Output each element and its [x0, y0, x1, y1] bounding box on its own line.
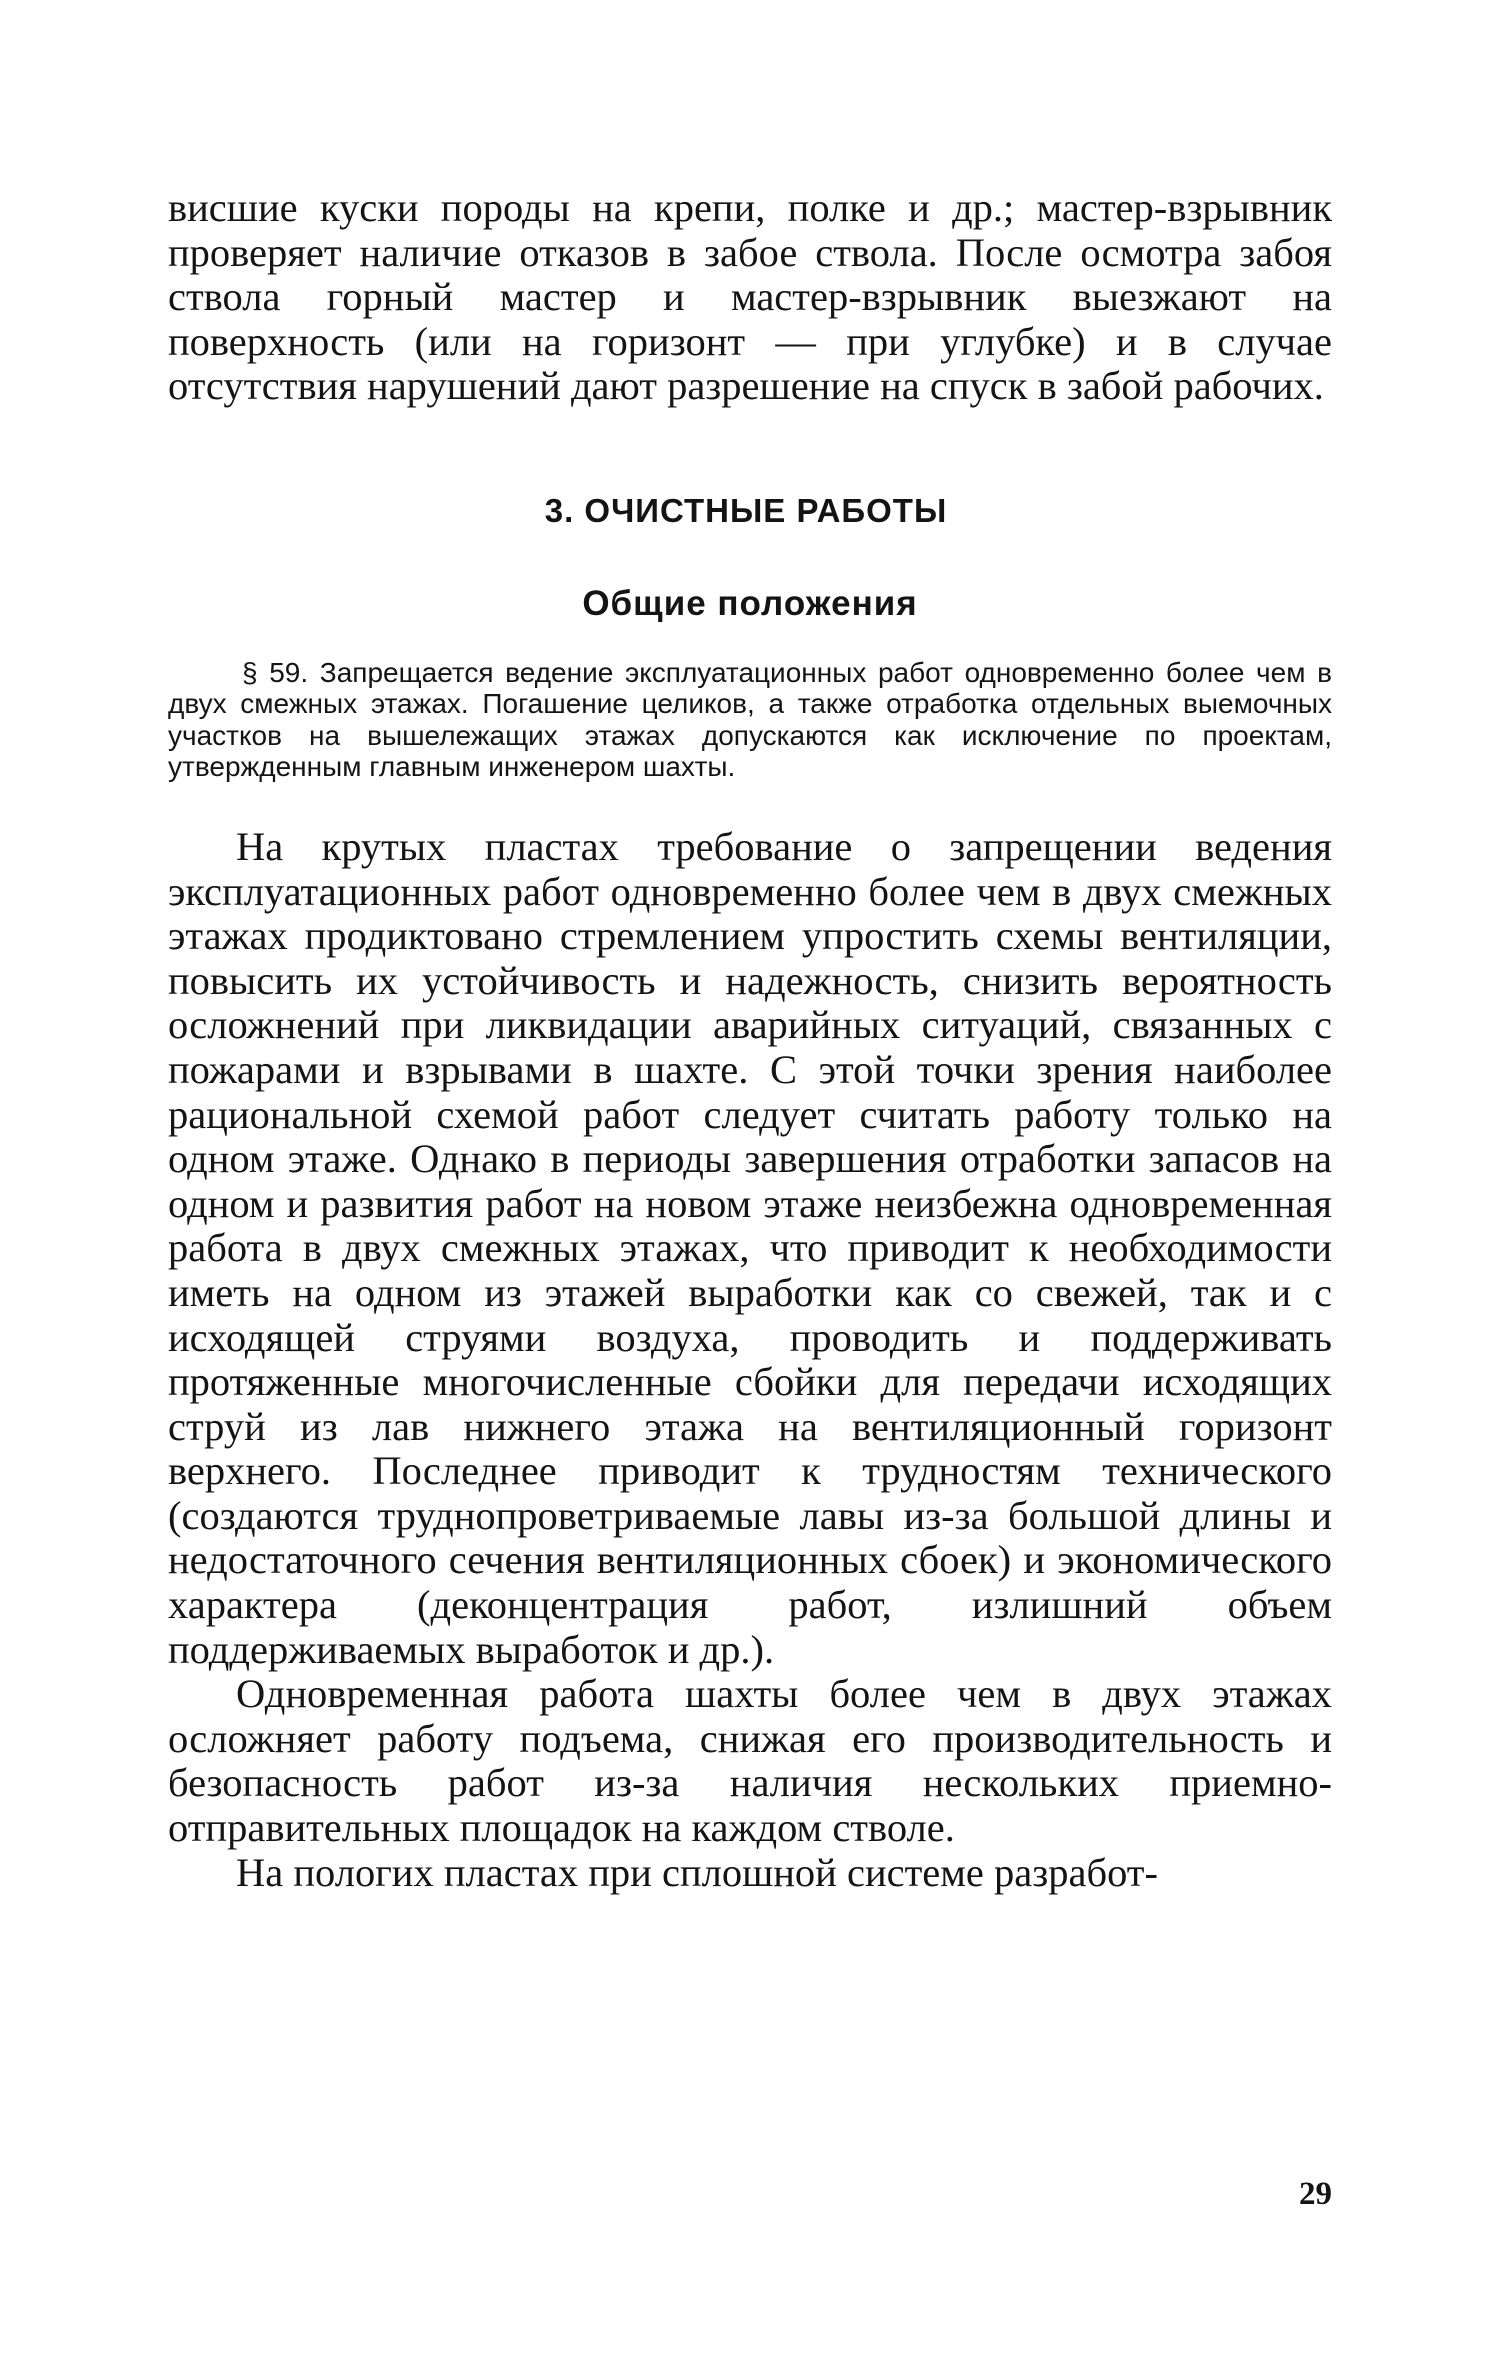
commentary-paragraph-2: Одновременная работа шахты более чем в двух этажах осложняет работу подъема, снижая его производительность и безопасность работ из-за наличия нескольких приемно-отправительных площадок на каждом стволе.	[168, 1671, 1332, 1851]
page-content	[168, 186, 1332, 1895]
rule-paragraph: § 59. Запрещается ведение эксплуатационных работ одновременно более чем в двух смежных этажах. Погашение целиков, а также отработка отдельных выемочных участков на вышележащих этажах допускаются как исключение по проектам, утвержденным главным инженером шахты.	[168, 656, 1332, 783]
continued-paragraph: висшие куски породы на крепи, полке и др.; мастер-взрывник проверяет наличие отказов в забое ствола. После осмотра забоя ствола горный мастер и мастер-взрывник выезжают на поверхность (или на горизонт — при углубке) и в случае отсутствия нарушений дают разрешение на спуск в забой рабочих.	[168, 185, 1332, 409]
commentary-paragraph-1: На крутых пластах требование о запрещении ведения эксплуатационных работ одновременно более чем в двух смежных этажах продиктовано стремлением упростить схемы вентиляции, повысить их устойчивость и надежность, снизить вероятность осложнений при ликвидации аварийных ситуаций, связанных с пожарами и взрывами в шахте. С этой точки зрения наиболее рациональной схемой работ следует считать работу только на одном этаже. Однако в периоды завершения отработки запасов на одном и развития работ на новом этаже неизбежна одновременная работа в двух смежных этажах, что приводит к необходимости иметь на одном из этажей выработки как со свежей, так и с исходящей струями воздуха, проводить и поддерживать протяженные многочисленные сбойки для передачи исходящих струй из лав нижнего этажа на вентиляционный горизонт верхнего. Последнее приводит к трудностям технического (создаются труднопроветриваемые лавы из-за большой длины и недостаточного сечения вентиляционных сбоек) и экономического характера (деконцентрация работ, излишний объем поддерживаемых выработок и др.).	[168, 823, 1332, 1672]
commentary-paragraph-3: На пологих пластах при сплошной системе разработ-	[236, 1849, 1158, 1895]
subsection-title: Общие положения	[582, 583, 918, 623]
section-title: 3. ОЧИСТНЫЕ РАБОТЫ	[544, 491, 948, 529]
page-number: 29	[1299, 2176, 1332, 2212]
